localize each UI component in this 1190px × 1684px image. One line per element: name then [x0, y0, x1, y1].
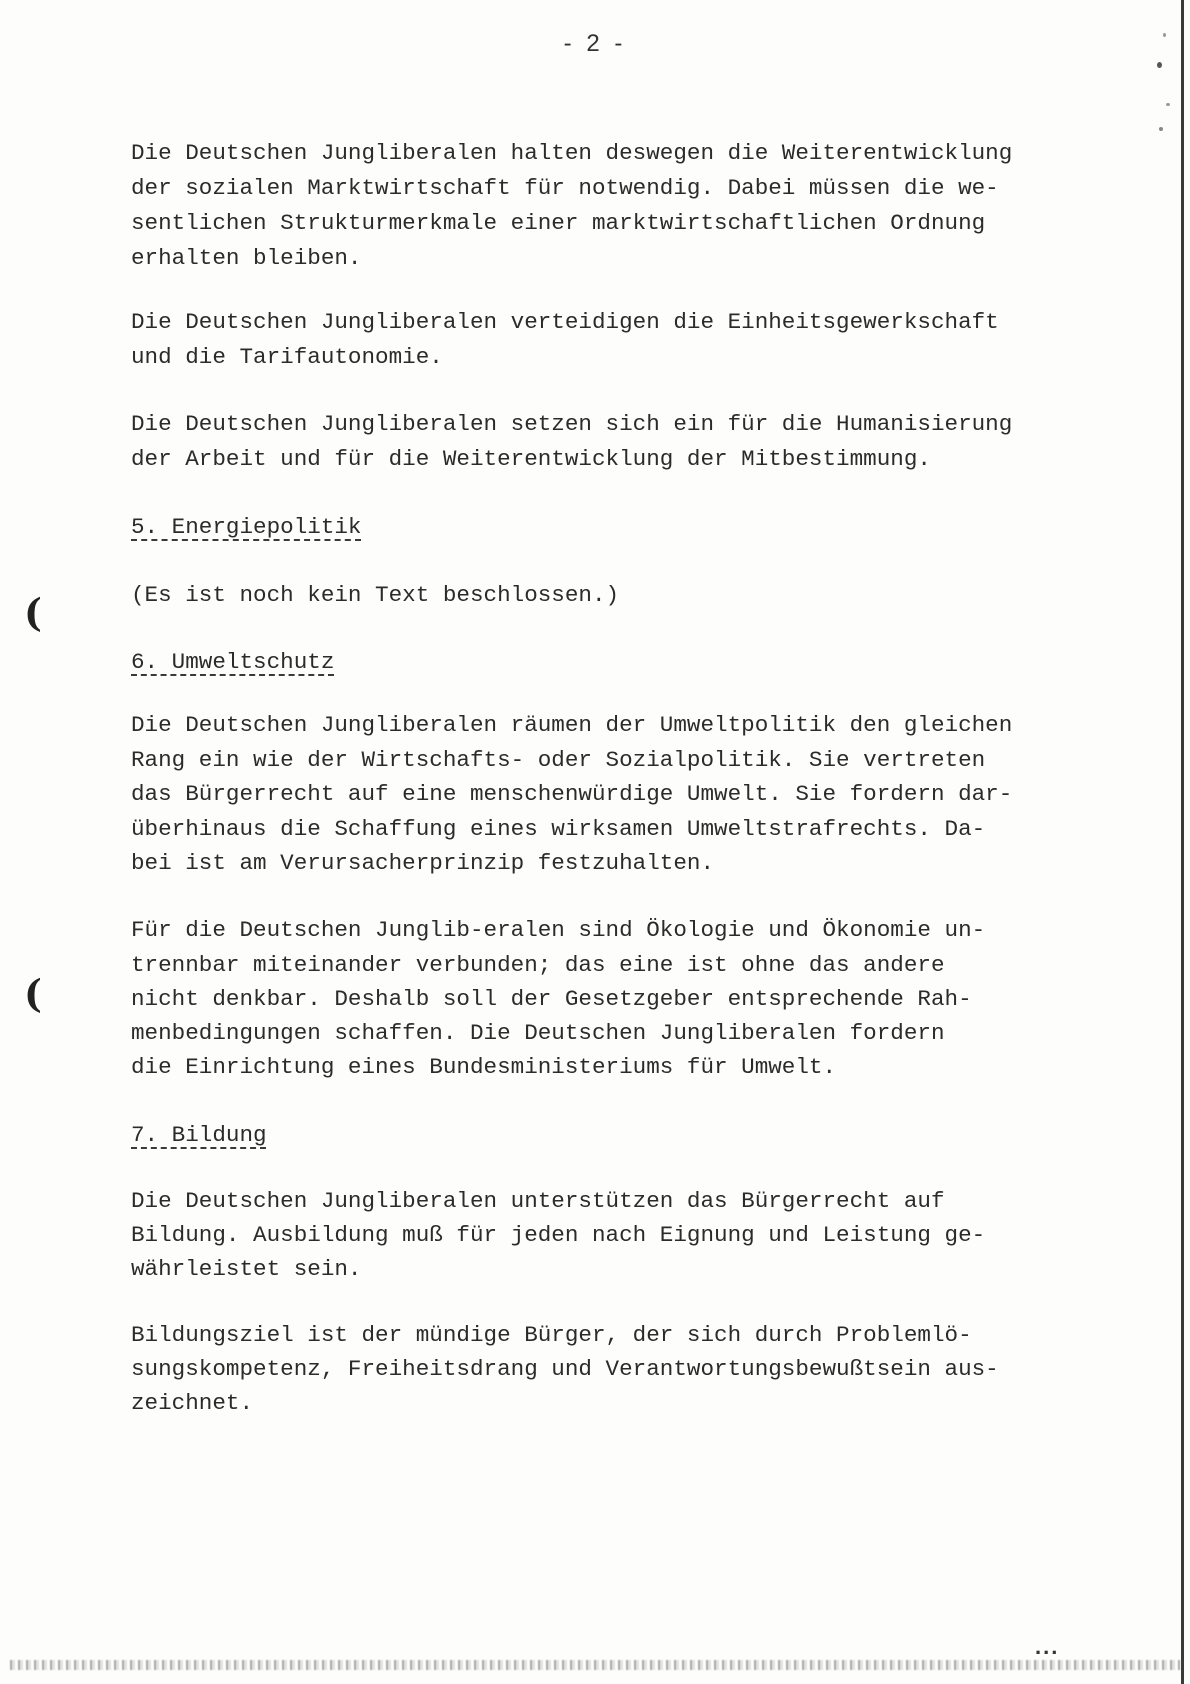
text-line: sungskompetenz, Freiheitsdrang und Verantwortungsbewußtsein aus- — [131, 1356, 999, 1382]
scan-speck — [1157, 62, 1162, 68]
text-line: zeichnet. — [131, 1390, 254, 1416]
text-line: nicht denkbar. Deshalb soll der Gesetzgeber entsprechende Rah- — [131, 986, 972, 1012]
text-line: und die Tarifautonomie. — [131, 344, 443, 370]
text-line: sentlichen Strukturmerkmale einer marktwirtschaftlichen Ordnung — [131, 210, 986, 236]
text-line: Die Deutschen Jungliberalen unterstützen das Bürgerrecht auf — [131, 1188, 945, 1214]
text-line: Die Deutschen Jungliberalen halten deswegen die Weiterentwicklung — [131, 140, 1013, 166]
bracket-mark-icon: ( — [24, 590, 42, 635]
text-line: Bildung. Ausbildung muß für jeden nach Eignung und Leistung ge- — [131, 1222, 986, 1248]
text-line: der sozialen Marktwirtschaft für notwendig. Dabei müssen die we- — [131, 175, 999, 201]
page-edge — [1181, 0, 1184, 1684]
text-line: Rang ein wie der Wirtschafts- oder Sozialpolitik. Sie vertreten — [131, 747, 986, 773]
text-line: (Es ist noch kein Text beschlossen.) — [131, 582, 620, 608]
scan-bottom-smudge — [10, 1660, 1180, 1670]
text-line: überhinaus die Schaffung eines wirksamen Umweltstrafrechts. Da- — [131, 816, 986, 842]
text-line: menbedingungen schaffen. Die Deutschen Jungliberalen fordern — [131, 1020, 945, 1046]
section-heading: 6. Umweltschutz — [131, 649, 335, 675]
section-heading: 5. Energiepolitik — [131, 514, 362, 540]
text-line: bei ist am Verursacherprinzip festzuhalten. — [131, 850, 715, 876]
text-line: Die Deutschen Jungliberalen verteidigen die Einheitsgewerkschaft — [131, 309, 999, 335]
text-line: der Arbeit und für die Weiterentwicklung der Mitbestimmung. — [131, 446, 931, 472]
bracket-mark-icon: ( — [24, 971, 42, 1016]
text-line: Für die Deutschen Junglib-eralen sind Ökologie und Ökonomie un- — [131, 917, 986, 943]
scan-speck — [1163, 33, 1166, 37]
continuation-marker: ... — [1035, 1634, 1060, 1659]
text-line: Die Deutschen Jungliberalen räumen der Umweltpolitik den gleichen — [131, 712, 1013, 738]
text-line: das Bürgerrecht auf eine menschenwürdige Umwelt. Sie fordern dar- — [131, 781, 1013, 807]
section-heading: 7. Bildung — [131, 1122, 267, 1148]
page-number: - 2 - — [563, 30, 627, 57]
text-line: trennbar miteinander verbunden; das eine ist ohne das andere — [131, 952, 945, 978]
text-line: Die Deutschen Jungliberalen setzen sich ein für die Humanisierung — [131, 411, 1013, 437]
scan-speck — [1159, 127, 1163, 131]
text-line: Bildungsziel ist der mündige Bürger, der sich durch Problemlö- — [131, 1322, 972, 1348]
text-line: die Einrichtung eines Bundesministeriums für Umwelt. — [131, 1054, 837, 1080]
scan-speck — [1166, 103, 1170, 106]
text-line: erhalten bleiben. — [131, 245, 362, 271]
text-line: währleistet sein. — [131, 1256, 362, 1282]
